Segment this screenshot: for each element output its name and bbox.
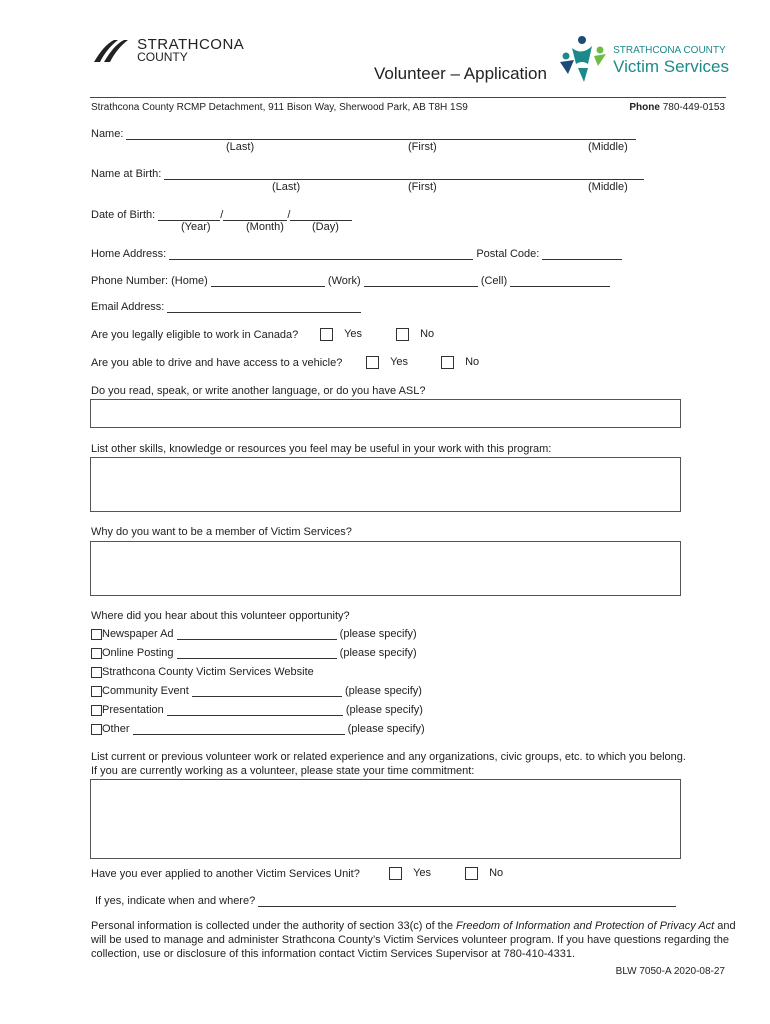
drive-no-option — [441, 356, 479, 369]
drive-question: Are you able to drive and have access to a vehicle? — [91, 357, 343, 369]
community-label: Community Event — [102, 685, 189, 697]
name-first-caption: (First) — [408, 141, 437, 153]
applied-question: Have you ever applied to another Victim Services Unit? — [91, 868, 360, 880]
eligible-question: Are you legally eligible to work in Canada? — [91, 329, 299, 341]
website-checkbox[interactable] — [91, 667, 102, 678]
language-question: Do you read, speak, or write another language, or do you have ASL? — [91, 385, 426, 397]
hear-option-website — [91, 666, 314, 678]
why-textarea[interactable] — [90, 541, 681, 596]
birth-first-caption: (First) — [408, 181, 437, 193]
birth-name-label: Name at Birth: — [91, 168, 162, 180]
skills-question: List other skills, knowledge or resources you feel may be useful in your work with this program: — [91, 443, 552, 455]
eligible-no-label: No — [420, 328, 435, 341]
logo-right-line2: Victim Services — [613, 57, 729, 76]
hear-question: Where did you hear about this volunteer opportunity? — [91, 610, 350, 622]
hear-option-newspaper — [91, 628, 417, 640]
presentation-specify-input[interactable] — [167, 705, 343, 716]
presentation-checkbox[interactable] — [91, 705, 102, 716]
dob-day-input[interactable] — [290, 210, 352, 221]
birth-middle-caption: (Middle) — [588, 181, 628, 193]
applied-yes-checkbox[interactable] — [389, 867, 402, 880]
applied-no-checkbox[interactable] — [465, 867, 478, 880]
drive-yes-option — [366, 356, 408, 369]
other-checkbox[interactable] — [91, 724, 102, 735]
skills-textarea[interactable] — [90, 457, 681, 512]
dob-row: Date of Birth: / / — [91, 209, 352, 221]
eligible-no-option — [396, 328, 434, 341]
other-specify-label: (please specify) — [347, 723, 425, 735]
name-last-caption: (Last) — [226, 141, 255, 153]
drive-no-label: No — [465, 356, 480, 369]
home-address-label: Home Address: — [91, 248, 167, 260]
eligible-yes-checkbox[interactable] — [320, 328, 333, 341]
work-phone-label: (Work) — [327, 275, 361, 287]
phone-row — [91, 275, 610, 287]
applied-followup-row — [95, 895, 676, 907]
drive-yes-label: Yes — [390, 356, 409, 369]
name-label: Name: — [91, 128, 124, 140]
online-specify-label: (please specify) — [339, 647, 417, 659]
detachment-address: Strathcona County RCMP Detachment, 911 Bison Way, Sherwood Park, AB T8H 1S9 — [91, 102, 468, 113]
applied-followup-input[interactable] — [258, 896, 676, 907]
header-divider — [90, 97, 726, 98]
dob-year-caption: (Year) — [181, 221, 211, 233]
dob-month-input[interactable] — [223, 210, 287, 221]
name-middle-caption: (Middle) — [588, 141, 628, 153]
email-input[interactable] — [167, 302, 361, 313]
logo-left-line2: COUNTY — [137, 50, 188, 64]
hear-option-other — [91, 723, 425, 735]
strathcona-swoosh-icon — [92, 38, 132, 64]
community-specify-input[interactable] — [192, 686, 342, 697]
privacy-text-part1: Personal information is collected under the authority of section 33(c) of the — [91, 920, 457, 932]
address-row — [91, 248, 622, 260]
applied-yes-option — [389, 867, 431, 880]
eligible-yes-label: Yes — [344, 328, 363, 341]
birth-last-caption: (Last) — [272, 181, 301, 193]
online-label: Online Posting — [102, 647, 174, 659]
eligible-no-checkbox[interactable] — [396, 328, 409, 341]
experience-question: List current or previous volunteer work or related experience and any organizations, civic groups, etc. to which you belong. If you are currently working as a volunteer, please state your time commitment: — [91, 751, 686, 777]
drive-row — [91, 357, 342, 369]
applied-followup-label: If yes, indicate when and where? — [95, 895, 256, 907]
victim-services-people-icon — [558, 34, 610, 84]
applied-no-option — [465, 867, 503, 880]
applied-yes-label: Yes — [413, 867, 432, 880]
dob-year-input[interactable] — [158, 210, 220, 221]
online-checkbox[interactable] — [91, 648, 102, 659]
postal-code-label: Postal Code: — [476, 248, 540, 260]
privacy-text-part2: and will be used to manage and administer Strathcona County’s Victim Services volunteer program. If you have questions regarding the collection, use or disclosure of this information contact Victim Services Supervisor at 780-410-4331. — [91, 920, 736, 960]
presentation-label: Presentation — [102, 704, 164, 716]
hear-option-online — [91, 647, 417, 659]
experience-textarea[interactable] — [90, 779, 681, 859]
work-phone-input[interactable] — [364, 276, 478, 287]
logo-right-line1: STRATHCONA COUNTY — [613, 45, 726, 56]
newspaper-label: Newspaper Ad — [102, 628, 174, 640]
home-phone-label: Phone Number: (Home) — [91, 275, 208, 287]
hear-option-community — [91, 685, 422, 697]
privacy-act-name: Freedom of Information and Protection of Privacy Act — [456, 920, 715, 932]
newspaper-checkbox[interactable] — [91, 629, 102, 640]
phone-number: 780-449-0153 — [662, 102, 725, 113]
home-address-input[interactable] — [169, 249, 473, 260]
birth-name-row — [91, 168, 644, 180]
eligible-row — [91, 329, 298, 341]
name-input[interactable] — [126, 129, 636, 140]
email-label: Email Address: — [91, 301, 165, 313]
online-specify-input[interactable] — [177, 648, 337, 659]
strathcona-county-logo — [92, 38, 244, 64]
privacy-notice — [91, 919, 737, 961]
victim-services-logo — [558, 34, 729, 84]
website-label: Strathcona County Victim Services Website — [102, 666, 314, 678]
name-row — [91, 128, 636, 140]
eligible-yes-option — [320, 328, 362, 341]
hear-option-presentation — [91, 704, 423, 716]
drive-yes-checkbox[interactable] — [366, 356, 379, 369]
phone-label: Phone — [629, 102, 660, 113]
newspaper-specify-label: (please specify) — [339, 628, 417, 640]
community-checkbox[interactable] — [91, 686, 102, 697]
dob-label: Date of Birth: — [91, 209, 156, 221]
logo-left-line1: STRATHCONA — [137, 36, 245, 53]
presentation-specify-label: (please specify) — [345, 704, 423, 716]
page-title: Volunteer – Application — [374, 64, 547, 83]
why-question: Why do you want to be a member of Victim Services? — [91, 526, 352, 538]
community-specify-label: (please specify) — [344, 685, 422, 697]
cell-phone-input[interactable] — [510, 276, 610, 287]
dob-day-caption: (Day) — [312, 221, 339, 233]
dob-month-caption: (Month) — [246, 221, 284, 233]
office-phone — [629, 102, 725, 113]
form-code: BLW 7050-A 2020-08-27 — [615, 966, 725, 977]
cell-phone-label: (Cell) — [480, 275, 508, 287]
applied-no-label: No — [489, 867, 504, 880]
drive-no-checkbox[interactable] — [441, 356, 454, 369]
email-row — [91, 301, 361, 313]
newspaper-specify-input[interactable] — [177, 629, 337, 640]
home-phone-input[interactable] — [211, 276, 325, 287]
other-label: Other — [102, 723, 130, 735]
birth-name-input[interactable] — [164, 169, 644, 180]
language-textarea[interactable] — [90, 399, 681, 428]
other-specify-input[interactable] — [133, 724, 345, 735]
postal-code-input[interactable] — [542, 249, 622, 260]
